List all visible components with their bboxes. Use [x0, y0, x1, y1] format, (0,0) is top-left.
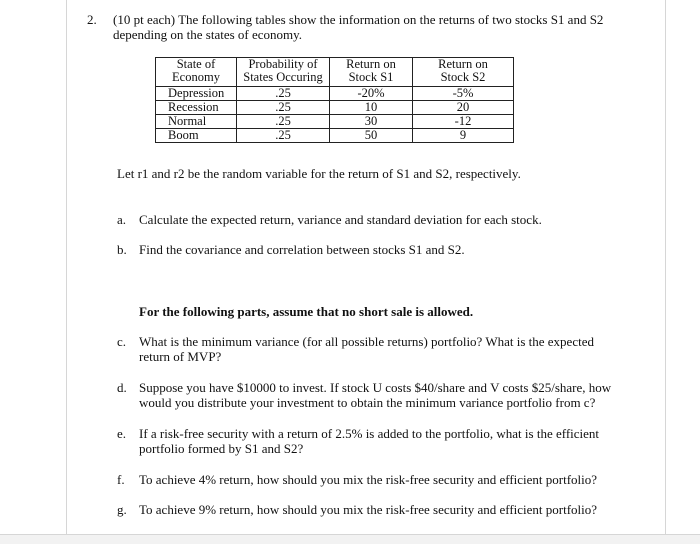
right-margin [665, 0, 700, 543]
table-row [156, 101, 514, 115]
part-g-text: To achieve 9% return, how should you mix the risk-free security and efficient portfolio? [139, 502, 598, 517]
cell-return-s2: 9 [413, 129, 514, 143]
part-f-label: f. [117, 472, 125, 487]
part-d-label: d. [117, 380, 127, 395]
header-s1-line2: Stock S1 [348, 70, 394, 84]
header-probability [237, 58, 330, 87]
returns-table [155, 57, 514, 143]
header-s2-line2: Stock S2 [440, 70, 486, 84]
header-s1-line1: Return on [346, 57, 396, 71]
cell-state: Normal [156, 115, 237, 129]
table-header-row [156, 58, 514, 87]
cell-state: Recession [156, 101, 237, 115]
left-margin [0, 0, 67, 543]
part-e-line2: portfolio formed by S1 and S2? [139, 441, 304, 456]
cell-return-s2: -12 [413, 115, 514, 129]
cell-probability: .25 [237, 115, 330, 129]
part-d-line1: Suppose you have $10000 to invest. If stock U costs $40/share and V costs $25/share, how [139, 380, 612, 395]
cell-state: Depression [156, 87, 237, 101]
part-c-label: c. [117, 334, 127, 349]
part-a-label: a. [117, 212, 127, 227]
header-prob-line1: Probability of [248, 57, 318, 71]
part-d-line2: would you distribute your investment to obtain the minimum variance portfolio from c? [139, 395, 596, 410]
part-c-line1: What is the minimum variance (for all possible returns) portfolio? What is the expected [139, 334, 594, 349]
header-state-line2: Economy [172, 70, 220, 84]
table-row [156, 115, 514, 129]
part-e-label: e. [117, 426, 127, 441]
cell-probability: .25 [237, 87, 330, 101]
table-row [156, 87, 514, 101]
cell-return-s1: 30 [330, 115, 413, 129]
cell-return-s1: 50 [330, 129, 413, 143]
table-row [156, 129, 514, 143]
assumption-heading: For the following parts, assume that no short sale is allowed. [139, 304, 474, 319]
header-state [156, 58, 237, 87]
let-statement: Let r1 and r2 be the random variable for the return of S1 and S2, respectively. [117, 166, 521, 181]
cell-return-s2: -5% [413, 87, 514, 101]
question-intro-line2: depending on the states of economy. [113, 27, 303, 42]
cell-probability: .25 [237, 101, 330, 115]
cell-return-s1: 10 [330, 101, 413, 115]
question-intro-line1: (10 pt each) The following tables show the information on the returns of two stocks S1 and S2 [113, 12, 604, 27]
cell-return-s2: 20 [413, 101, 514, 115]
part-g-label: g. [117, 502, 127, 517]
header-state-line1: State of [176, 57, 216, 71]
header-return-s1 [330, 58, 413, 87]
header-prob-line2: States Occuring [243, 70, 323, 84]
cell-state: Boom [156, 129, 237, 143]
part-c-line2: return of MVP? [139, 349, 222, 364]
part-b-text: Find the covariance and correlation between stocks S1 and S2. [139, 242, 465, 257]
part-f-text: To achieve 4% return, how should you mix the risk-free security and efficient portfolio? [139, 472, 598, 487]
header-return-s2 [413, 58, 514, 87]
header-s2-line1: Return on [438, 57, 488, 71]
cell-probability: .25 [237, 129, 330, 143]
part-b-label: b. [117, 242, 127, 257]
part-a-text: Calculate the expected return, variance and standard deviation for each stock. [139, 212, 542, 227]
question-number: 2. [87, 12, 97, 27]
part-e-line1: If a risk-free security with a return of 2.5% is added to the portfolio, what is the efficient [139, 426, 600, 441]
cell-return-s1: -20% [330, 87, 413, 101]
